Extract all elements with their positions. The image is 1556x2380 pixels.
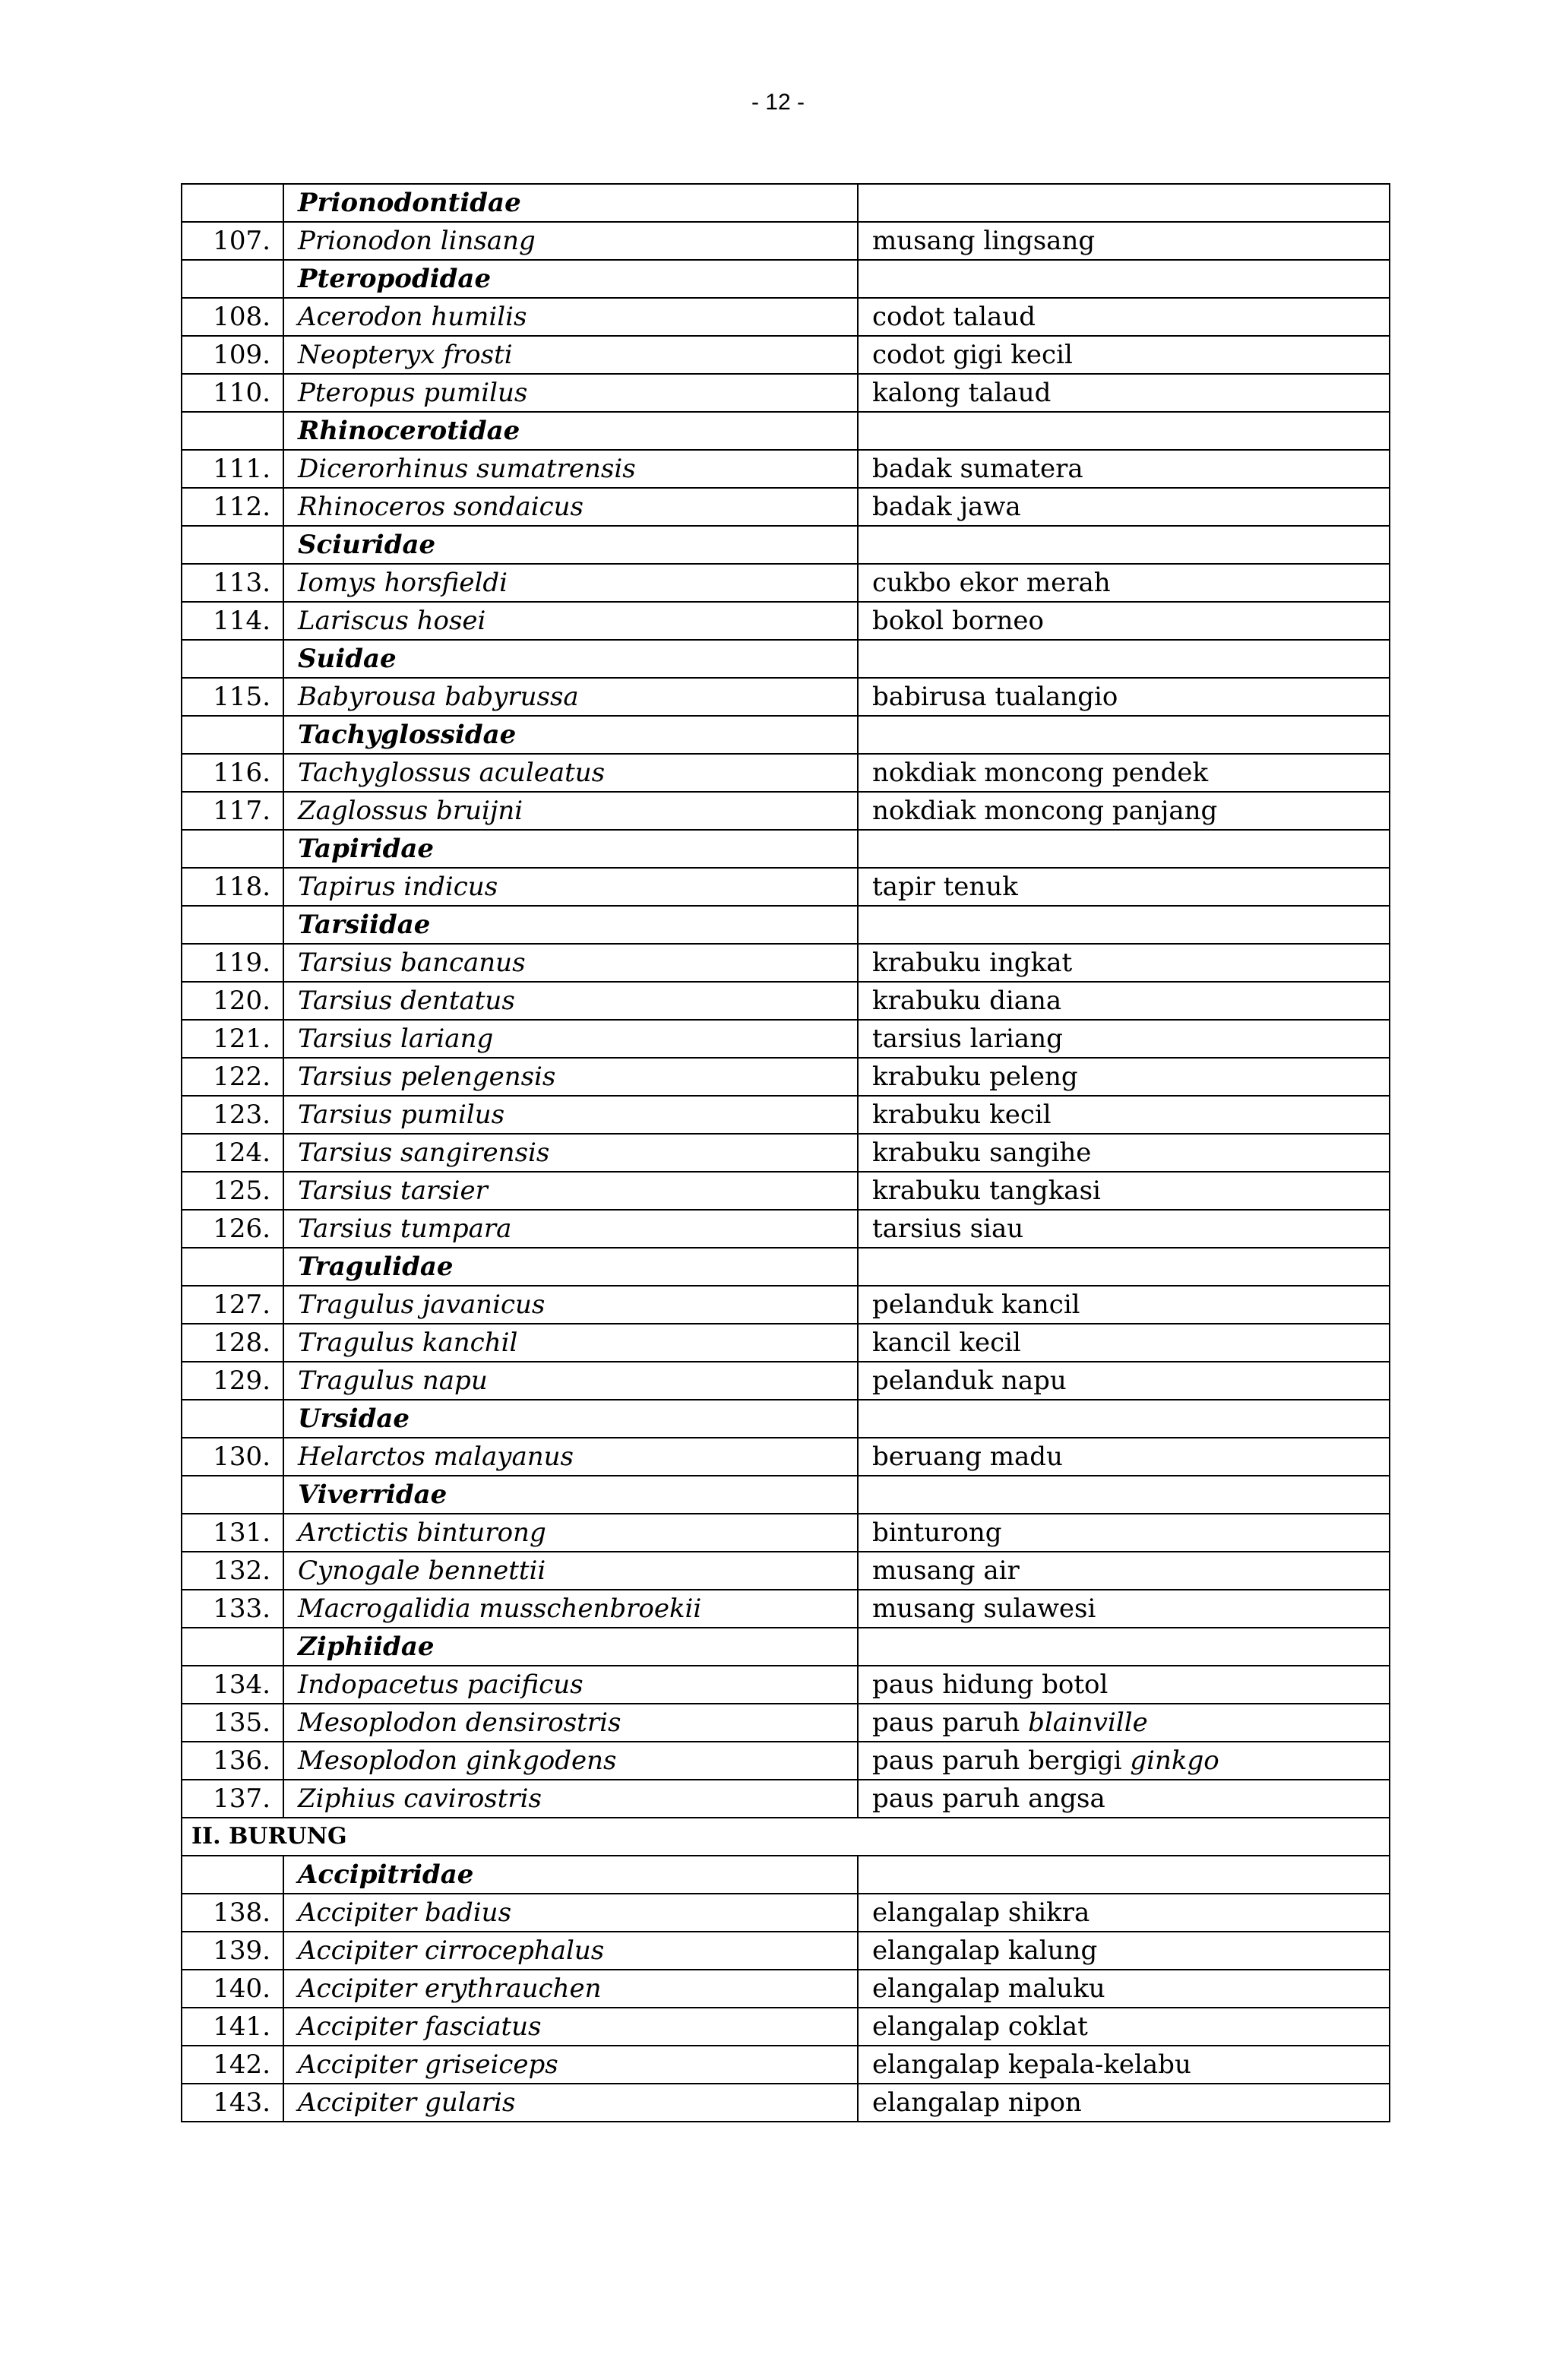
family-row xyxy=(182,260,1390,298)
scientific-name: Rhinoceros sondaicus xyxy=(283,488,858,526)
row-number: 120. xyxy=(182,982,283,1020)
common-name-text: kancil kecil xyxy=(872,1328,1021,1358)
common-name xyxy=(858,222,1390,260)
common-name xyxy=(858,1704,1390,1742)
common-name xyxy=(858,1286,1390,1324)
common-name xyxy=(858,944,1390,982)
row-number-cell xyxy=(182,526,283,564)
row-number: 109. xyxy=(182,336,283,374)
scientific-name: Tarsius dentatus xyxy=(283,982,858,1020)
species-row xyxy=(182,564,1390,602)
species-row xyxy=(182,1324,1390,1362)
species-row xyxy=(182,754,1390,792)
common-name-cell xyxy=(858,1248,1390,1286)
species-row xyxy=(182,602,1390,640)
common-name xyxy=(858,1590,1390,1628)
species-table-body xyxy=(182,184,1390,2122)
scientific-name: Tragulus kanchil xyxy=(283,1324,858,1362)
common-name-text: musang sulawesi xyxy=(872,1594,1096,1624)
row-number: 138. xyxy=(182,1894,283,1932)
row-number-cell xyxy=(182,906,283,944)
scientific-name: Neopteryx frosti xyxy=(283,336,858,374)
scientific-name: Prionodon linsang xyxy=(283,222,858,260)
common-name-text: cukbo ekor merah xyxy=(872,568,1111,598)
row-number: 143. xyxy=(182,2084,283,2122)
scientific-name: Accipiter griseiceps xyxy=(283,2046,858,2084)
common-name-text: beruang madu xyxy=(872,1442,1063,1472)
common-name xyxy=(858,1780,1390,1818)
row-number: 118. xyxy=(182,868,283,906)
row-number-cell xyxy=(182,184,283,222)
common-name-text: elangalap nipon xyxy=(872,2087,1082,2118)
common-name-text: kalong talaud xyxy=(872,378,1052,408)
common-name-cell xyxy=(858,526,1390,564)
common-name-text: krabuku peleng xyxy=(872,1062,1078,1092)
species-row xyxy=(182,1780,1390,1818)
common-name xyxy=(858,1894,1390,1932)
common-name xyxy=(858,1514,1390,1552)
common-name-text: badak sumatera xyxy=(872,454,1083,484)
common-name-text: krabuku sangihe xyxy=(872,1138,1092,1168)
species-row xyxy=(182,1742,1390,1780)
scientific-name: Iomys horsfieldi xyxy=(283,564,858,602)
section-heading: II. BURUNG xyxy=(182,1818,1390,1856)
scientific-name: Helarctos malayanus xyxy=(283,1438,858,1476)
common-name-text: elangalap maluku xyxy=(872,1973,1105,2004)
scientific-name: Tragulus napu xyxy=(283,1362,858,1400)
scientific-name: Tarsius tarsier xyxy=(283,1172,858,1210)
common-name xyxy=(858,1362,1390,1400)
row-number-cell xyxy=(182,1856,283,1894)
species-row xyxy=(182,336,1390,374)
common-name-cell xyxy=(858,1476,1390,1514)
common-name-text: codot gigi kecil xyxy=(872,340,1073,370)
section-row xyxy=(182,1818,1390,1856)
common-name-italic-text: blainville xyxy=(1028,1707,1148,1738)
common-name-cell xyxy=(858,906,1390,944)
row-number: 127. xyxy=(182,1286,283,1324)
common-name xyxy=(858,2046,1390,2084)
family-name: Tapiridae xyxy=(283,830,858,868)
species-row xyxy=(182,1362,1390,1400)
common-name xyxy=(858,868,1390,906)
row-number: 107. xyxy=(182,222,283,260)
common-name xyxy=(858,450,1390,488)
family-name: Ziphiidae xyxy=(283,1628,858,1666)
species-row xyxy=(182,868,1390,906)
scientific-name: Mesoplodon ginkgodens xyxy=(283,1742,858,1780)
species-row xyxy=(182,1666,1390,1704)
common-name xyxy=(858,1552,1390,1590)
scientific-name: Tarsius sangirensis xyxy=(283,1134,858,1172)
scientific-name: Macrogalidia musschenbroekii xyxy=(283,1590,858,1628)
species-table xyxy=(181,183,1390,2122)
scientific-name: Accipiter erythrauchen xyxy=(283,1970,858,2008)
family-row xyxy=(182,1628,1390,1666)
row-number: 119. xyxy=(182,944,283,982)
common-name xyxy=(858,1666,1390,1704)
common-name-text: paus hidung botol xyxy=(872,1669,1108,1700)
row-number: 111. xyxy=(182,450,283,488)
common-name-cell xyxy=(858,830,1390,868)
common-name-text: krabuku tangkasi xyxy=(872,1176,1101,1206)
scientific-name: Accipiter gularis xyxy=(283,2084,858,2122)
scientific-name: Ziphius cavirostris xyxy=(283,1780,858,1818)
row-number: 115. xyxy=(182,678,283,716)
scientific-name: Tragulus javanicus xyxy=(283,1286,858,1324)
common-name-text: elangalap kalung xyxy=(872,1935,1098,1966)
common-name-cell xyxy=(858,260,1390,298)
species-row xyxy=(182,1172,1390,1210)
common-name-text: musang air xyxy=(872,1556,1020,1586)
row-number-cell xyxy=(182,716,283,754)
row-number: 123. xyxy=(182,1096,283,1134)
common-name xyxy=(858,1172,1390,1210)
common-name-text: krabuku ingkat xyxy=(872,948,1073,978)
species-row xyxy=(182,1096,1390,1134)
family-name: Rhinocerotidae xyxy=(283,412,858,450)
common-name xyxy=(858,1058,1390,1096)
row-number: 108. xyxy=(182,298,283,336)
row-number: 132. xyxy=(182,1552,283,1590)
row-number: 135. xyxy=(182,1704,283,1742)
row-number: 136. xyxy=(182,1742,283,1780)
scientific-name: Tarsius bancanus xyxy=(283,944,858,982)
row-number: 121. xyxy=(182,1020,283,1058)
common-name xyxy=(858,1932,1390,1970)
common-name-text: nokdiak moncong panjang xyxy=(872,796,1218,826)
species-row xyxy=(182,1932,1390,1970)
common-name-text: codot talaud xyxy=(872,302,1036,332)
common-name-text: tapir tenuk xyxy=(872,872,1018,902)
common-name xyxy=(858,374,1390,412)
scientific-name: Arctictis binturong xyxy=(283,1514,858,1552)
row-number-cell xyxy=(182,260,283,298)
row-number: 110. xyxy=(182,374,283,412)
row-number: 125. xyxy=(182,1172,283,1210)
common-name-text: binturong xyxy=(872,1518,1002,1548)
family-name: Pteropodidae xyxy=(283,260,858,298)
scientific-name: Pteropus pumilus xyxy=(283,374,858,412)
common-name-italic-text: ginkgo xyxy=(1130,1745,1219,1776)
scientific-name: Accipiter badius xyxy=(283,1894,858,1932)
common-name xyxy=(858,1020,1390,1058)
common-name xyxy=(858,602,1390,640)
family-row xyxy=(182,1476,1390,1514)
scientific-name: Dicerorhinus sumatrensis xyxy=(283,450,858,488)
species-row xyxy=(182,1552,1390,1590)
family-name: Sciuridae xyxy=(283,526,858,564)
row-number: 140. xyxy=(182,1970,283,2008)
common-name-text: paus paruh xyxy=(872,1707,1029,1738)
common-name xyxy=(858,1438,1390,1476)
scientific-name: Indopacetus pacificus xyxy=(283,1666,858,1704)
species-row xyxy=(182,450,1390,488)
row-number: 142. xyxy=(182,2046,283,2084)
row-number: 114. xyxy=(182,602,283,640)
family-name: Accipitridae xyxy=(283,1856,858,1894)
row-number: 137. xyxy=(182,1780,283,1818)
row-number: 129. xyxy=(182,1362,283,1400)
common-name-text: elangalap coklat xyxy=(872,2011,1088,2042)
species-row xyxy=(182,1704,1390,1742)
family-name: Viverridae xyxy=(283,1476,858,1514)
common-name-text: tarsius siau xyxy=(872,1214,1024,1244)
common-name xyxy=(858,754,1390,792)
row-number: 117. xyxy=(182,792,283,830)
family-name: Tarsiidae xyxy=(283,906,858,944)
row-number: 124. xyxy=(182,1134,283,1172)
common-name xyxy=(858,2008,1390,2046)
common-name-text: badak jawa xyxy=(872,492,1021,522)
row-number: 131. xyxy=(182,1514,283,1552)
species-row xyxy=(182,1438,1390,1476)
row-number: 133. xyxy=(182,1590,283,1628)
common-name-cell xyxy=(858,640,1390,678)
row-number: 112. xyxy=(182,488,283,526)
species-row xyxy=(182,944,1390,982)
common-name-text: elangalap shikra xyxy=(872,1897,1090,1928)
common-name xyxy=(858,336,1390,374)
common-name xyxy=(858,678,1390,716)
common-name-cell xyxy=(858,716,1390,754)
common-name-text: bokol borneo xyxy=(872,606,1044,636)
species-row xyxy=(182,792,1390,830)
row-number-cell xyxy=(182,1248,283,1286)
common-name-text: pelanduk kancil xyxy=(872,1290,1080,1320)
common-name-text: pelanduk napu xyxy=(872,1366,1067,1396)
common-name xyxy=(858,1210,1390,1248)
common-name xyxy=(858,1096,1390,1134)
common-name xyxy=(858,1970,1390,2008)
common-name xyxy=(858,2084,1390,2122)
species-row xyxy=(182,222,1390,260)
common-name xyxy=(858,792,1390,830)
row-number: 134. xyxy=(182,1666,283,1704)
family-row xyxy=(182,1400,1390,1438)
common-name xyxy=(858,298,1390,336)
row-number: 141. xyxy=(182,2008,283,2046)
row-number: 113. xyxy=(182,564,283,602)
species-row xyxy=(182,1134,1390,1172)
family-name: Tachyglossidae xyxy=(283,716,858,754)
scientific-name: Cynogale bennettii xyxy=(283,1552,858,1590)
species-row xyxy=(182,298,1390,336)
row-number: 122. xyxy=(182,1058,283,1096)
family-row xyxy=(182,1248,1390,1286)
family-row xyxy=(182,906,1390,944)
family-row xyxy=(182,640,1390,678)
family-row xyxy=(182,184,1390,222)
scientific-name: Zaglossus bruijni xyxy=(283,792,858,830)
family-name: Ursidae xyxy=(283,1400,858,1438)
family-row xyxy=(182,830,1390,868)
scientific-name: Tarsius tumpara xyxy=(283,1210,858,1248)
row-number: 116. xyxy=(182,754,283,792)
family-name: Prionodontidae xyxy=(283,184,858,222)
common-name-text: musang lingsang xyxy=(872,226,1096,256)
common-name xyxy=(858,488,1390,526)
row-number: 128. xyxy=(182,1324,283,1362)
common-name xyxy=(858,982,1390,1020)
row-number-cell xyxy=(182,412,283,450)
family-name: Suidae xyxy=(283,640,858,678)
row-number-cell xyxy=(182,830,283,868)
common-name-text: tarsius lariang xyxy=(872,1024,1063,1054)
common-name-cell xyxy=(858,1856,1390,1894)
species-row xyxy=(182,1058,1390,1096)
common-name-text: krabuku kecil xyxy=(872,1100,1052,1130)
row-number: 126. xyxy=(182,1210,283,1248)
common-name-text: krabuku diana xyxy=(872,986,1062,1016)
family-row xyxy=(182,526,1390,564)
row-number: 139. xyxy=(182,1932,283,1970)
common-name xyxy=(858,1324,1390,1362)
common-name-cell xyxy=(858,184,1390,222)
species-row xyxy=(182,1286,1390,1324)
page-number: - 12 - xyxy=(751,90,805,115)
species-row xyxy=(182,2084,1390,2122)
family-name: Tragulidae xyxy=(283,1248,858,1286)
scientific-name: Accipiter fasciatus xyxy=(283,2008,858,2046)
row-number: 130. xyxy=(182,1438,283,1476)
row-number-cell xyxy=(182,640,283,678)
scientific-name: Tapirus indicus xyxy=(283,868,858,906)
species-row xyxy=(182,1514,1390,1552)
row-number-cell xyxy=(182,1400,283,1438)
species-row xyxy=(182,678,1390,716)
species-row xyxy=(182,488,1390,526)
species-row xyxy=(182,1894,1390,1932)
common-name-cell xyxy=(858,1400,1390,1438)
species-row xyxy=(182,1970,1390,2008)
common-name-cell xyxy=(858,412,1390,450)
common-name xyxy=(858,1134,1390,1172)
common-name-text: paus paruh angsa xyxy=(872,1783,1105,1814)
scientific-name: Tarsius lariang xyxy=(283,1020,858,1058)
scientific-name: Tarsius pelengensis xyxy=(283,1058,858,1096)
species-row xyxy=(182,982,1390,1020)
species-row xyxy=(182,2046,1390,2084)
row-number-cell xyxy=(182,1476,283,1514)
species-row xyxy=(182,1210,1390,1248)
species-row xyxy=(182,2008,1390,2046)
common-name xyxy=(858,564,1390,602)
scientific-name: Babyrousa babyrussa xyxy=(283,678,858,716)
family-row xyxy=(182,1856,1390,1894)
scientific-name: Lariscus hosei xyxy=(283,602,858,640)
scientific-name: Acerodon humilis xyxy=(283,298,858,336)
scientific-name: Mesoplodon densirostris xyxy=(283,1704,858,1742)
scientific-name: Tarsius pumilus xyxy=(283,1096,858,1134)
common-name-text: paus paruh bergigi xyxy=(872,1745,1131,1776)
species-row xyxy=(182,374,1390,412)
common-name xyxy=(858,1742,1390,1780)
row-number-cell xyxy=(182,1628,283,1666)
common-name-text: elangalap kepala-kelabu xyxy=(872,2049,1191,2080)
species-row xyxy=(182,1020,1390,1058)
scientific-name: Tachyglossus aculeatus xyxy=(283,754,858,792)
scientific-name: Accipiter cirrocephalus xyxy=(283,1932,858,1970)
common-name-text: nokdiak moncong pendek xyxy=(872,758,1209,788)
common-name-text: babirusa tualangio xyxy=(872,682,1118,712)
species-row xyxy=(182,1590,1390,1628)
common-name-cell xyxy=(858,1628,1390,1666)
family-row xyxy=(182,716,1390,754)
family-row xyxy=(182,412,1390,450)
